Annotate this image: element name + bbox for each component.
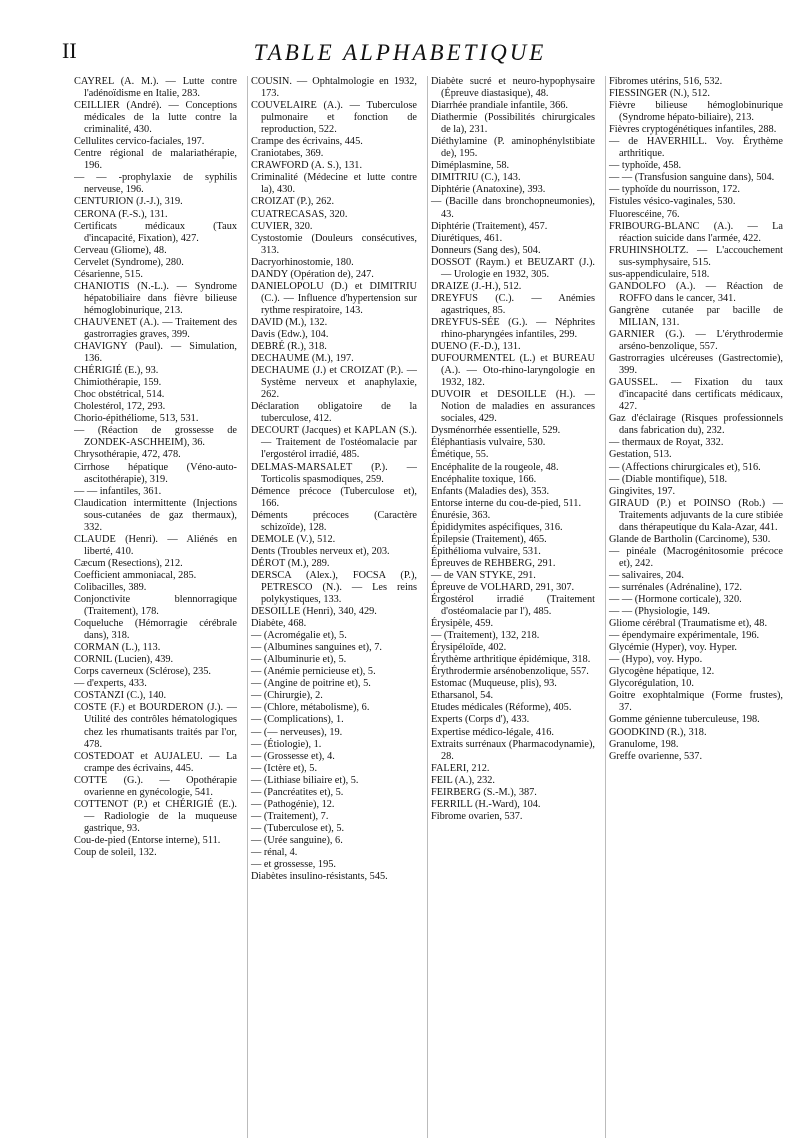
index-entry: — (Réaction de grossesse de ZONDEK-ASCHHEIM), 36. [74,425,237,449]
index-entry: — (Ictère et), 5. [251,762,318,774]
index-entry: DECHAUME (J.) et CROIZAT (P.). — Système nerveux et anaphylaxie, 262. [251,365,417,401]
index-entry: Estomac (Muqueuse, plis), 93. [431,678,557,690]
index-entry: COUVELAIRE (A.). — Tuberculose pulmonaire et fonction de reproduction, 522. [251,100,417,136]
index-entry: Fibromes utérins, 516, 532. [609,76,723,87]
index-entry: DÉROT (M.), 289. [251,557,330,569]
index-column-4 [605,76,783,1138]
index-entry: COUSIN. — Ophtalmologie en 1932, 173. [251,76,417,100]
index-entry: — (Tuberculose et), 5. [251,822,345,834]
index-entry: — (Chirurgie), 2. [251,690,323,702]
index-entry: DUENO (F.-D.), 131. [431,341,521,353]
index-entry: — (Affections chirurgicales et), 516. [609,461,761,473]
index-entry: Glycorégulation, 10. [609,678,694,690]
index-entry: Entorse interne du cou-de-pied, 511. [431,497,582,509]
index-entry: Coqueluche (Hémorragie cérébrale dans), 318. [74,618,237,642]
index-entry: FRUHINSHOLTZ. — L'accouchement sus-symphysaire, 515. [609,244,783,268]
index-entry: CHAVIGNY (Paul). — Simulation, 136. [74,341,237,365]
index-entry: — thermaux de Royat, 332. [609,437,724,449]
index-entry: Diphtérie (Anatoxine), 393. [431,184,546,196]
index-entry: Experts (Corps d'), 433. [431,714,530,726]
index-entry: Centre régional de malariathérapie, 196. [74,148,237,172]
index-entry: Encéphalite toxique, 166. [431,473,537,485]
index-entry: CROIZAT (P.), 262. [251,196,335,208]
index-entry: — (Traitement), 7. [251,810,329,822]
index-column-3 [427,76,595,1138]
index-entry: CEILLIER (André). — Conceptions médicales de la lutte contre la criminalité, 430. [74,100,237,136]
index-entry: Colibacilles, 389. [74,581,147,593]
index-entry: Glande de Bartholin (Carcinome), 530. [609,533,771,545]
index-entry: Diabète, 468. [251,618,307,630]
index-entry: Dysménorrhée essentielle, 529. [431,425,561,437]
index-entry: CRAWFORD (A. S.), 131. [251,160,363,172]
index-entry: Greffe ovarienne, 537. [609,750,703,762]
index-entry: Gingivites, 197. [609,485,676,497]
index-entry: Gangrène cutanée par bacille de MILIAN, 131. [609,304,783,328]
index-entry: — et grossesse, 195. [251,859,336,871]
index-entry: Cæcum (Resections), 212. [74,557,183,569]
index-entry: — — (Hormone corticale), 320. [609,594,742,606]
index-entry: DEBRÉ (R.), 318. [251,341,327,353]
index-entry: Chrysothérapie, 472, 478. [74,449,181,461]
index-entry: Épithélioma vulvaire, 531. [431,545,541,557]
index-entry: Diéthylamine (P. aminophénylstibiate de), 195. [431,136,595,160]
index-entry: — — (Transfusion sanguine dans), 504. [609,172,775,184]
index-entry: GOODKIND (R.), 318. [609,726,707,738]
index-entry: — (Traitement), 132, 218. [431,630,540,642]
index-entry: Coefficient ammoniacal, 285. [74,569,197,581]
index-entry: Chimiothérapie, 159. [74,377,162,389]
index-entry: — de HAVERHILL. Voy. Érythème arthritique. [609,136,783,160]
index-entry: Fièvre bilieuse hémoglobinurique (Syndrome hépato-biliaire), 213. [609,100,783,124]
index-entry: GIRAUD (P.) et POINSO (Rob.) — Traitements adjuvants de la cure stibiée dans thérapeutique du Kala-Azar, 441. [609,497,783,533]
index-entry: Cou-de-pied (Entorse interne), 511. [74,834,221,846]
index-entry: Gaz d'éclairage (Risques professionnels dans fabrication du), 232. [609,413,783,437]
index-entry: Gliome cérébral (Traumatisme et), 48. [609,618,768,630]
index-entry: Déments précoces (Caractère schizoïde), 128. [251,509,417,533]
index-entry: DELMAS-MARSALET (P.). — Torticolis spasmodiques, 259. [251,461,417,485]
index-entry: DRAIZE (J.-H.), 512. [431,280,522,292]
index-entry: Diathermie (Possibilités chirurgicales de la), 231. [431,112,595,136]
index-entry: FIESSINGER (N.), 512. [609,88,710,100]
index-entry: Gestation, 513. [609,449,672,461]
index-entry: Cirrhose hépatique (Véno-auto-ascitothérapie), 319. [74,461,237,485]
index-entry: Érythrodermie arsénobenzolique, 557. [431,666,589,678]
index-entry: COSTANZI (C.), 140. [74,690,167,702]
index-entry: Émétique, 55. [431,449,489,461]
index-entry: Éléphantiasis vulvaire, 530. [431,437,546,449]
index-entry: DUVOIR et DESOILLE (H.). — Notion de maladies en assurances sociales, 429. [431,389,595,425]
index-entry: GAUSSEL. — Fixation du taux d'incapacité dans certificats médicaux, 427. [609,377,783,413]
index-entry: Cellulites cervico-faciales, 197. [74,136,205,148]
index-entry: — typhoïde, 458. [609,160,682,172]
index-entry: Diphtérie (Traitement), 457. [431,220,548,232]
index-entry: GANDOLFO (A.). — Réaction de ROFFO dans le cancer, 341. [609,280,783,304]
index-entry: — rénal, 4. [251,847,298,858]
index-entry: — (Étiologie), 1. [251,738,322,750]
index-entry: Extraits surrénaux (Pharmacodynamie), 28. [431,738,595,762]
index-entry: FEIL (A.), 232. [431,774,495,786]
index-entry: FERRILL (H.-Ward), 104. [431,798,541,810]
page-number: II [62,38,77,63]
page-title: TABLE ALPHABETIQUE [253,40,547,65]
index-column-2 [247,76,417,1138]
index-entry: Cerveau (Gliome), 48. [74,244,167,256]
index-entry: Coup de soleil, 132. [74,847,157,858]
index-entry: DUFOURMENTEL (L.) et BUREAU (A.). — Oto-rhino-laryngologie en 1932, 182. [431,353,595,389]
index-entry: — — -prophylaxie de syphilis nerveuse, 196. [74,172,237,196]
index-entry: Encéphalite de la rougeole, 48. [431,461,559,473]
index-entry: CHÉRIGIÉ (E.), 93. [74,365,159,377]
index-entry: Chorio-épithéliome, 513, 531. [74,413,199,425]
index-entry: — — infantiles, 361. [74,485,162,497]
index-entry: — (— nerveuses), 19. [251,726,343,738]
index-entry: Claudication intermittente (Injections sous-cutanées de gaz thermaux), 332. [74,497,237,533]
index-entry: DECHAUME (M.), 197. [251,353,354,365]
index-entry: COSTE (F.) et BOURDERON (J.). — Utilité des contrôles hématologiques chez les rhumatisants traités par l'or, 478. [74,702,237,750]
index-entry: Fibrome ovarien, 537. [431,810,523,822]
index-entry: Glycogène hépatique, 12. [609,666,715,678]
index-entry: CLAUDE (Henri). — Aliénés en liberté, 410. [74,533,237,557]
index-entry: — (Complications), 1. [251,714,344,726]
index-entry: Diméplasmine, 58. [431,160,510,172]
index-entry: DOSSOT (Raym.) et BEUZART (J.). — Urologie en 1932, 305. [431,256,595,280]
index-entry: Etharsanol, 54. [431,690,494,702]
index-entry: Gomme génienne tuberculeuse, 198. [609,714,760,726]
index-entry: Corps caverneux (Sclérose), 235. [74,666,211,678]
index-entry: CENTURION (J.-J.), 319. [74,196,183,208]
index-entry: Déclaration obligatoire de la tuberculose, 412. [251,401,417,425]
index-entry: DREYFUS (C.). — Anémies agastriques, 85. [431,292,595,316]
index-entry: Gastrorragies ulcéreuses (Gastrectomie), 399. [609,353,783,377]
index-entry: — (Acromégalie et), 5. [251,630,347,642]
index-entry: Épilepsie (Traitement), 465. [431,533,547,545]
index-entry: Démence précoce (Tuberculose et), 166. [251,485,417,509]
index-entry: CHAUVENET (A.). — Traitement des gastrorragies graves, 399. [74,316,237,340]
index-entry: Donneurs (Sang des), 504. [431,244,541,256]
index-entry: FALERI, 212. [431,762,490,774]
index-entry: CERONA (F.-S.), 131. [74,208,168,220]
index-entry: — surrénales (Adrénaline), 172. [609,581,742,593]
index-entry: DIMITRIU (C.), 143. [431,172,521,184]
index-entry: Fluorescéine, 76. [609,208,680,220]
index-entry: DANDY (Opération de), 247. [251,268,374,280]
index-entry: — (Pathogénie), 12. [251,798,335,810]
index-entry: CUATRECASAS, 320. [251,208,348,220]
index-entry: Expertise médico-légale, 416. [431,726,554,738]
index-entry: DAVID (M.), 132. [251,316,328,328]
index-entry: COSTEDOAT et AUJALEU. — La crampe des écrivains, 445. [74,750,237,774]
index-entry: Etudes médicales (Réforme), 405. [431,702,572,714]
index-entry: CHANIOTIS (N.-L.). — Syndrome hépatobiliaire dans fièvre bilieuse hémoglobinurique, 213. [74,280,237,316]
index-entry: Cervelet (Syndrome), 280. [74,256,184,268]
index-entry: Érythème arthritique épidémique, 318. [431,654,591,666]
index-columns [74,76,784,1138]
index-entry: DANIELOPOLU (D.) et DIMITRIU (C.). — Influence d'hypertension sur rythme respiratoire, 143. [251,280,417,316]
index-entry: Énurésie, 363. [431,509,491,521]
index-entry: — (Albumines sanguines et), 7. [251,642,382,654]
index-entry: COTTE (G.). — Opothérapie ovarienne en gynécologie, 541. [74,774,237,798]
index-entry: Érysipèle, 459. [431,618,494,630]
index-entry: Diabète sucré et neuro-hypophysaire (Épreuve diastasique), 48. [431,76,595,100]
index-entry: CORMAN (L.), 113. [74,642,161,654]
index-entry: sus-appendiculaire, 518. [609,268,710,280]
index-entry: — (Pancréatites et), 5. [251,786,344,798]
index-entry: Davis (Edw.), 104. [251,328,329,340]
index-entry: Diabètes insulino-résistants, 545. [251,871,388,883]
index-entry: Glycémie (Hyper), voy. Hyper. [609,642,738,654]
index-entry: — salivaires, 204. [609,569,684,581]
index-entry: — (Lithiase biliaire et), 5. [251,774,359,786]
index-entry: Cystostomie (Douleurs consécutives, 313. [251,232,417,256]
index-entry: COTTENOT (P.) et CHÉRIGIÉ (E.). — Radiologie de la muqueuse gastrique, 93. [74,798,237,834]
index-entry: CAYREL (A. M.). — Lutte contre l'adénoïdisme en Italie, 283. [74,76,237,100]
index-entry: Épreuves de REHBERG, 291. [431,557,556,569]
index-entry: — (Bacille dans bronchopneumonies), 43. [431,196,595,220]
index-entry: Érysipéloïde, 402. [431,642,507,654]
index-entry: Cholestérol, 172, 293. [74,401,166,413]
index-entry: Diarrhée prandiale infantile, 366. [431,100,568,112]
index-entry: Goitre exophtalmique (Forme frustes), 37. [609,690,783,714]
index-entry: — pinéale (Macrogénitosomie précoce et), 242. [609,545,783,569]
index-column-1 [74,76,237,1138]
index-entry: Épididymites aspécifiques, 316. [431,521,563,533]
index-entry: Fièvres cryptogénétiques infantiles, 288. [609,124,777,136]
index-entry: — — (Physiologie, 149. [609,606,710,618]
index-entry: DERSCA (Alex.), FOCSA (P.), PETRESCO (N.). — Les reins polykystiques, 133. [251,569,417,606]
index-entry: — épendymaire expérimentale, 196. [609,630,760,642]
index-entry: Épreuve de VOLHARD, 291, 307. [431,581,575,593]
index-entry: Dents (Troubles nerveux et), 203. [251,545,390,557]
index-entry: FRIBOURG-BLANC (A.). — La réaction suicide dans l'armée, 422. [609,220,783,244]
index-entry: — d'experts, 433. [74,678,147,690]
index-entry: Césarienne, 515. [74,268,143,280]
index-entry: Certificats médicaux (Taux d'incapacité, Fixation), 427. [74,220,237,244]
index-entry: FEIRBERG (S.-M.), 387. [431,786,537,798]
index-entry: Criminalité (Médecine et lutte contre la), 430. [251,172,417,196]
index-entry: Érgostérol irradié (Traitement d'ostéomalacie par l'), 485. [431,594,595,618]
index-entry: DECOURT (Jacques) et KAPLAN (S.). — Traitement de l'ostéomalacie par l'ergostérol irradié, 485. [251,425,417,461]
index-entry: Choc obstétrical, 514. [74,389,165,401]
index-entry: — (Grossesse et), 4. [251,750,335,762]
index-entry: Enfants (Maladies des), 353. [431,485,550,497]
index-entry: Granulome, 198. [609,738,679,750]
index-entry: — (Urée sanguine), 6. [251,834,343,846]
index-entry: — (Chlore, métabolisme), 6. [251,702,370,714]
index-entry: Fistules vésico-vaginales, 530. [609,196,736,208]
index-entry: GARNIER (G.). — L'érythrodermie arséno-benzolique, 557. [609,328,783,353]
index-entry: Diurétiques, 461. [431,232,503,244]
index-entry: — (Hypo), voy. Hypo. [609,654,703,666]
index-entry: DEMOLE (V.), 512. [251,533,336,545]
index-entry: — de VAN STYKE, 291. [431,569,536,581]
index-entry: DREYFUS-SÉE (G.). — Néphrites rhino-pharyngées infantiles, 299. [431,316,595,340]
index-entry: Conjonctivite blennorragique (Traitement), 178. [74,594,237,618]
index-entry: Craniotabes, 369. [251,148,324,160]
index-entry: — typhoïde du nourrisson, 172. [609,184,740,196]
index-entry: Dacryorhinostomie, 180. [251,256,354,268]
index-entry: — (Diable montifique), 518. [609,473,728,485]
index-entry: CUVIER, 320. [251,220,313,232]
index-entry: DESOILLE (Henri), 340, 429. [251,606,377,618]
index-entry: — (Angine de poitrine et), 5. [251,678,371,690]
index-entry: — (Albuminurie et), 5. [251,654,347,666]
index-entry: CORNIL (Lucien), 439. [74,654,174,666]
index-entry: — (Anémie pernicieuse et), 5. [251,666,376,678]
index-entry: Crampe des écrivains, 445. [251,136,363,148]
